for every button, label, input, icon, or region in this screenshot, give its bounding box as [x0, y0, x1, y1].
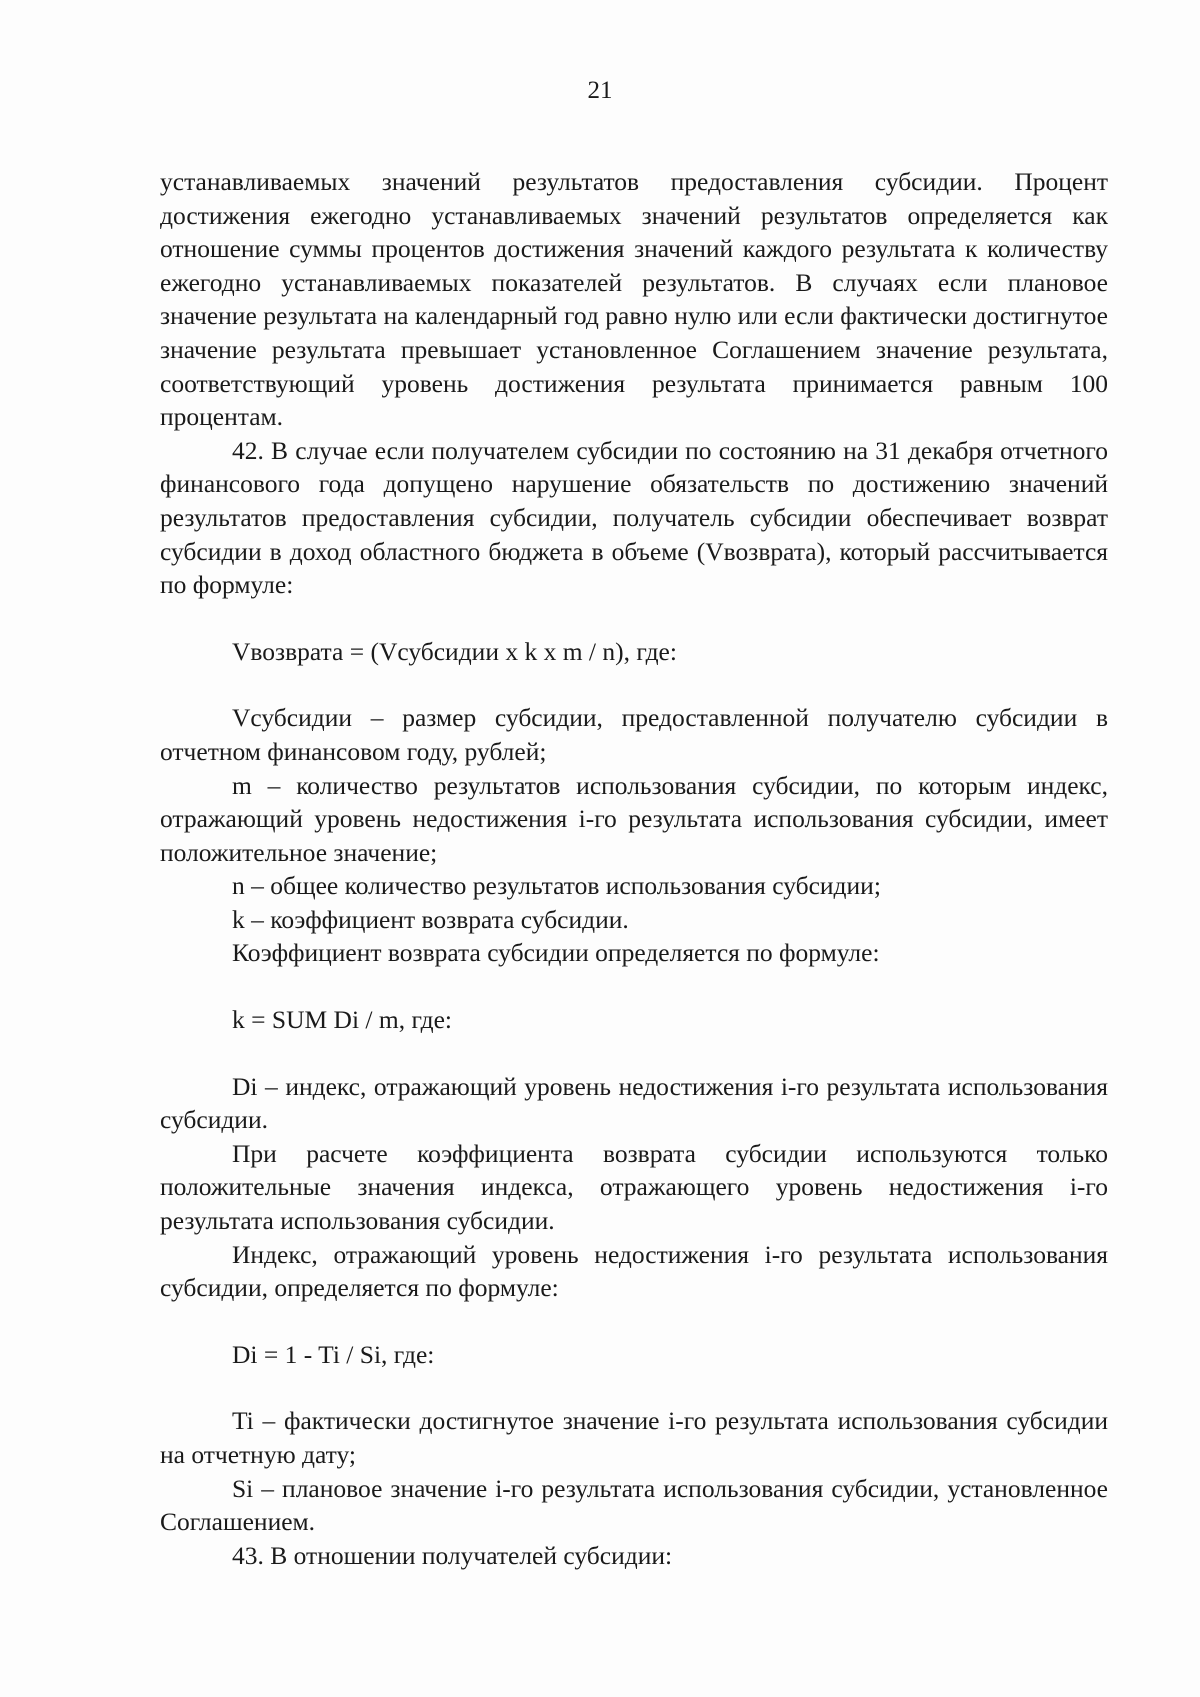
paragraph-item-43: 43. В отношении получателей субсидии:	[232, 1540, 673, 1570]
spacer	[160, 668, 1108, 701]
definition-k: k – коэффициент возврата субсидии.	[232, 904, 629, 934]
paragraph-index-intro: Индекс, отражающий уровень недостижения i-го результата использования субсидии, определяется по формуле:	[160, 1239, 1108, 1303]
formula-index: Di = 1 - Ti / Si, где:	[232, 1339, 435, 1369]
spacer	[160, 1371, 1108, 1404]
spacer	[160, 1305, 1108, 1338]
spacer	[160, 970, 1108, 1003]
definition-n: n – общее количество результатов использования субсидии;	[232, 871, 881, 901]
definition-di: Di – индекс, отражающий уровень недостижения i-го результата использования субсидии.	[160, 1071, 1108, 1135]
paragraph-positive-values: При расчете коэффициента возврата субсидии используются только положительные значения индекса, отражающего уровень недостижения i-го результата использования субсидии.	[160, 1138, 1108, 1236]
paragraph-results-continuation: устанавливаемых значений результатов предоставления субсидии. Процент достижения ежегодно устанавливаемых значений результатов определяется как отношение суммы процентов достижения значений каждого результата к количеству ежегодно устанавливаемых показателей результатов. В случаях если плановое значение результата на календарный год равно нулю или если фактически достигнутое значение результата превышает установленное Соглашением значение результата, соответствующий уровень достижения результата принимается равным 100 процентам.	[160, 167, 1108, 432]
paragraph-coefficient-intro: Коэффициент возврата субсидии определяется по формуле:	[232, 938, 880, 968]
paragraph-item-42: 42. В случае если получателем субсидии по состоянию на 31 декабря отчетного финансового года допущено нарушение обязательств по достижению значений результатов предоставления субсидии, получатель субсидии обеспечивает возврат субсидии в доход областного бюджета в объеме (Vвозврата), который рассчитывается по формуле:	[160, 435, 1108, 600]
formula-coefficient: k = SUM Di / m, где:	[232, 1005, 453, 1035]
document-body	[160, 165, 1108, 1572]
definition-ti: Ti – фактически достигнутое значение i-го результата использования субсидии на отчетную дату;	[160, 1406, 1108, 1469]
formula-return-volume: Vвозврата = (Vсубсидии x k x m / n), где:	[232, 636, 677, 666]
page-number: 21	[587, 77, 613, 104]
definition-si: Si – плановое значение i-го результата использования субсидии, установленное Соглашением.	[160, 1473, 1108, 1537]
definition-v-subsidy: Vсубсидии – размер субсидии, предоставленной получателю субсидии в отчетном финансовом году, рублей;	[160, 703, 1108, 766]
definition-m: m – количество результатов использования субсидии, по которым индекс, отражающий уровень недостижения i-го результата использования субсидии, имеет положительное значение;	[160, 770, 1108, 867]
spacer	[160, 602, 1108, 635]
spacer	[160, 1037, 1108, 1070]
